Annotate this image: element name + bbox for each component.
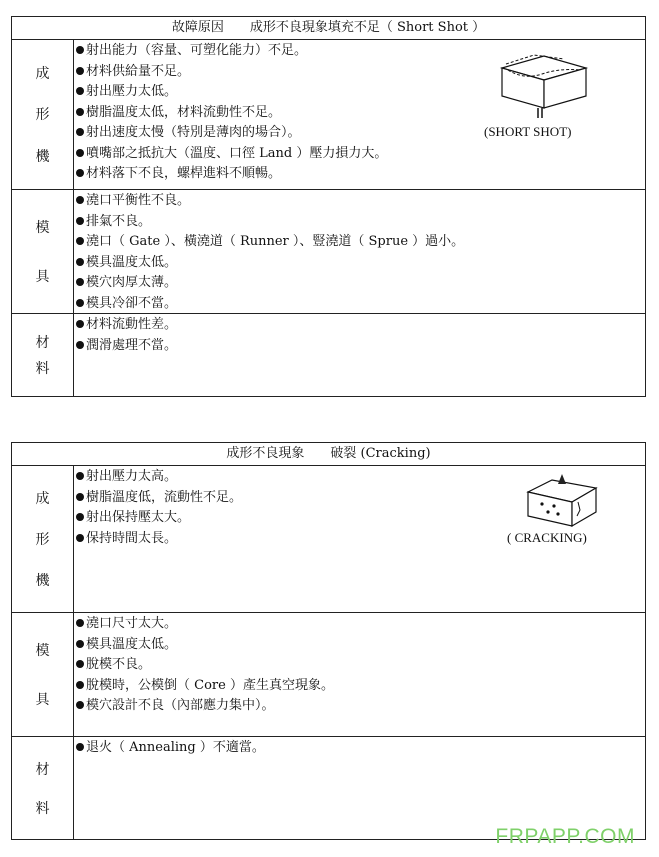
category-char: 具 [35, 692, 50, 709]
list-item: 排氣不良。 [76, 212, 645, 233]
bullet-icon [76, 196, 84, 204]
bullet-icon [76, 743, 84, 751]
bullet-icon [76, 660, 84, 668]
bullet-icon [76, 472, 84, 480]
short-shot-part-icon [494, 50, 589, 120]
category-char: 具 [35, 269, 50, 286]
bullet-icon [76, 169, 84, 177]
list-item: 模穴設計不良（內部應力集中）。 [76, 696, 645, 717]
list-item: 材料供給量不足。 [76, 62, 645, 83]
category-char: 成 [35, 491, 50, 508]
category-mold [12, 613, 74, 736]
material-row [12, 737, 645, 839]
list-item: 澆口尺寸太大。 [76, 614, 645, 635]
cracking-table-title: 成形不良現象 破裂 (Cracking) [12, 443, 645, 466]
material-row [12, 314, 645, 396]
list-item: 噴嘴部之抵抗大（溫度、口徑 Land ）壓力損力大。 [76, 144, 645, 165]
bullet-icon [76, 341, 84, 349]
list-item: 射出速度太慢（特別是薄肉的場合）。 [76, 123, 645, 144]
material-causes [74, 737, 645, 839]
list-item: 樹脂溫度低，流動性不足。 [76, 488, 645, 509]
bullet-icon [76, 640, 84, 648]
bullet-icon [76, 237, 84, 245]
bullet-icon [76, 108, 84, 116]
machine-causes [74, 466, 645, 612]
mold-causes [74, 190, 645, 313]
short-shot-caption: (SHORT SHOT) [484, 124, 572, 139]
bullet-icon [76, 619, 84, 627]
list-item: 模具溫度太低。 [76, 253, 645, 274]
bullet-icon [76, 149, 84, 157]
bullet-icon [76, 513, 84, 521]
bullet-icon [76, 258, 84, 266]
list-item: 退火（ Annealing ）不適當。 [76, 738, 645, 759]
list-item: 脫模時，公模倒（ Core ）產生真空現象。 [76, 676, 645, 697]
list-item: 模具冷卻不當。 [76, 294, 645, 315]
list-item: 澆口（ Gate ）、橫澆道（ Runner ）、豎澆道（ Sprue ）過小。 [76, 232, 645, 253]
category-char: 機 [35, 149, 50, 166]
category-machine [12, 466, 74, 612]
category-char: 機 [35, 572, 50, 589]
category-char: 材 [35, 761, 50, 778]
bullet-icon [76, 681, 84, 689]
category-mold [12, 190, 74, 313]
category-char: 模 [35, 642, 50, 659]
machine-causes [74, 40, 645, 189]
short-shot-table-title: 故障原因 成形不良現象填充不足（ Short Shot ） [12, 17, 645, 40]
bullet-icon [76, 278, 84, 286]
list-item: 模具溫度太低。 [76, 635, 645, 656]
machine-row [12, 466, 645, 613]
category-char: 料 [35, 800, 50, 817]
list-item: 澆口平衡性不良。 [76, 191, 645, 212]
bullet-icon [76, 217, 84, 225]
category-char: 成 [35, 65, 50, 82]
material-causes [74, 314, 645, 396]
bullet-icon [76, 493, 84, 501]
list-item: 保持時間太長。 [76, 529, 645, 550]
list-item: 射出壓力太高。 [76, 467, 645, 488]
bullet-icon [76, 128, 84, 136]
list-item: 潤滑處理不當。 [76, 336, 645, 357]
bullet-icon [76, 534, 84, 542]
category-material [12, 314, 74, 396]
short-shot-table [11, 16, 646, 397]
category-char: 模 [35, 219, 50, 236]
list-item: 射出能力（容量、可塑化能力）不足。 [76, 41, 645, 62]
cracking-table [11, 442, 646, 840]
bullet-icon [76, 320, 84, 328]
bullet-icon [76, 67, 84, 75]
list-item: 射出保持壓太大。 [76, 508, 645, 529]
machine-row [12, 40, 645, 190]
category-char: 形 [35, 107, 50, 124]
list-item: 材料流動性差。 [76, 315, 645, 336]
bullet-icon [76, 46, 84, 54]
bullet-icon [76, 701, 84, 709]
watermark: FRPAPP.COM [495, 825, 635, 848]
bullet-icon [76, 299, 84, 307]
list-item: 射出壓力太低。 [76, 82, 645, 103]
category-char: 材 [35, 335, 50, 351]
category-char: 形 [35, 531, 50, 548]
cracking-caption: ( CRACKING) [507, 530, 587, 545]
category-char: 料 [35, 361, 50, 377]
mold-causes [74, 613, 645, 736]
bullet-icon [76, 87, 84, 95]
mold-row [12, 613, 645, 737]
category-material [12, 737, 74, 839]
list-item: 脫模不良。 [76, 655, 645, 676]
list-item: 模穴肉厚太薄。 [76, 273, 645, 294]
category-machine [12, 40, 74, 189]
cracked-box-icon [522, 472, 602, 530]
mold-row [12, 190, 645, 314]
list-item: 樹脂溫度太低，材料流動性不足。 [76, 103, 645, 124]
list-item: 材料落下不良，螺桿進料不順暢。 [76, 164, 645, 185]
